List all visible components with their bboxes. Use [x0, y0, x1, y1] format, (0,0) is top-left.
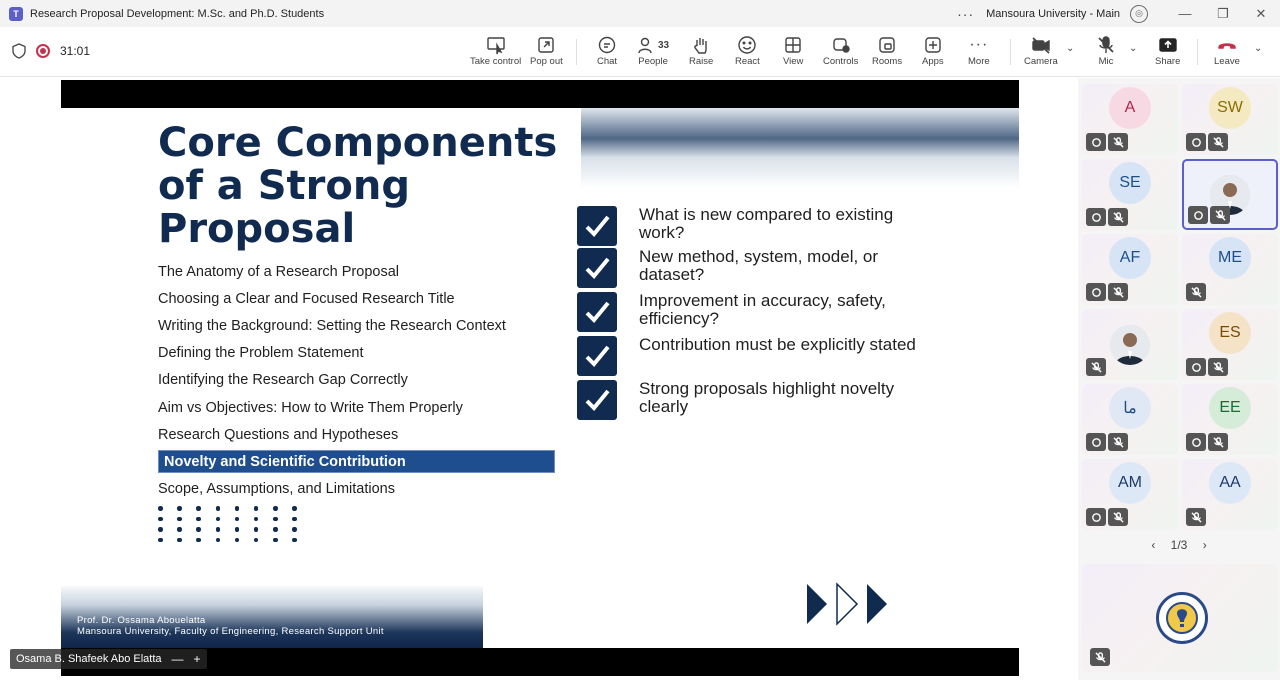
- mic-muted-icon: [1108, 433, 1128, 451]
- presenter-name-tag: [10, 649, 207, 669]
- mic-muted-icon: [1186, 508, 1206, 526]
- mic-muted-icon: [1090, 648, 1110, 666]
- participant-tile[interactable]: [1182, 309, 1278, 380]
- mic-chevron-down-icon[interactable]: ⌄: [1129, 43, 1138, 54]
- participant-tile[interactable]: [1182, 159, 1278, 230]
- participant-avatar: SW: [1209, 87, 1251, 129]
- people-icon: [637, 35, 657, 55]
- mic-muted-icon: [1108, 133, 1128, 151]
- participant-avatar: SE: [1109, 162, 1151, 204]
- chat-button[interactable]: Chat: [597, 34, 617, 72]
- participant-tile[interactable]: [1082, 84, 1178, 155]
- people-button[interactable]: 33 People: [637, 34, 669, 72]
- hand-raised-icon: [1086, 208, 1106, 226]
- participant-tile[interactable]: [1082, 234, 1178, 305]
- agenda-item: Identifying the Research Gap Correctly: [158, 372, 408, 389]
- checkbox-checked-icon: [577, 248, 617, 288]
- participant-avatar: A: [1109, 87, 1151, 129]
- hand-raised-icon: [1086, 133, 1106, 151]
- more-button[interactable]: ··· More: [968, 36, 990, 67]
- close-button[interactable]: ✕: [1255, 5, 1267, 21]
- shield-icon: [12, 43, 26, 59]
- chat-icon: [597, 35, 617, 55]
- participant-tile[interactable]: [1182, 234, 1278, 305]
- phone-hangup-icon: [1217, 35, 1237, 55]
- controls-icon: [831, 35, 851, 55]
- hand-raised-icon: [1086, 433, 1106, 451]
- raise-hand-icon: [691, 35, 711, 55]
- people-count: 33: [658, 39, 670, 51]
- react-icon: [737, 35, 757, 55]
- agenda-item: Writing the Background: Setting the Research Context: [158, 317, 506, 334]
- participant-avatar: ME: [1209, 237, 1251, 279]
- participant-avatar: AF: [1109, 237, 1151, 279]
- share-icon: [1158, 35, 1178, 55]
- window-title: Research Proposal Development: M.Sc. and Ph.D. Students: [30, 7, 325, 20]
- participant-avatar: AA: [1209, 462, 1251, 504]
- view-button[interactable]: View: [783, 34, 803, 72]
- presenter-tile[interactable]: [1082, 564, 1278, 672]
- decorative-arrows: [805, 582, 889, 626]
- more-icon: ···: [969, 36, 989, 53]
- agenda-item: Scope, Assumptions, and Limitations: [158, 480, 395, 497]
- agenda-item-active: Novelty and Scientific Contribution: [158, 450, 555, 473]
- apps-button[interactable]: Apps: [922, 34, 944, 72]
- participant-avatar: AM: [1109, 462, 1151, 504]
- arrow-right-icon: [865, 582, 889, 626]
- hand-raised-icon: [1186, 358, 1206, 376]
- decorative-dots: [158, 506, 312, 548]
- agenda-item: The Anatomy of a Research Proposal: [158, 263, 399, 280]
- title-bar: [0, 0, 1280, 27]
- apps-icon: [923, 35, 943, 55]
- agenda-item: Research Questions and Hypotheses: [158, 426, 399, 443]
- hand-raised-icon: [1186, 133, 1206, 151]
- hand-raised-icon: [1186, 433, 1206, 451]
- mic-off-icon: [1096, 35, 1116, 55]
- arrow-right-icon: [805, 582, 829, 626]
- participant-avatar: ما: [1109, 387, 1151, 429]
- more-options-icon[interactable]: ···: [957, 5, 975, 22]
- checkbox-checked-icon: [577, 336, 617, 376]
- chevron-right-icon[interactable]: ›: [1202, 538, 1207, 552]
- org-name: Mansoura University - Main: [986, 7, 1120, 20]
- checkbox-checked-icon: [577, 206, 617, 246]
- mic-muted-icon: [1108, 208, 1128, 226]
- view-icon: [783, 35, 803, 55]
- participant-gallery: [1078, 78, 1280, 680]
- participant-avatar: EE: [1209, 387, 1251, 429]
- zoom-in-icon[interactable]: +: [193, 652, 201, 666]
- toolbar-divider: [1010, 39, 1011, 65]
- mic-muted-icon: [1108, 283, 1128, 301]
- controls-button[interactable]: Controls: [823, 34, 858, 72]
- participant-tile[interactable]: [1182, 384, 1278, 455]
- toolbar-divider: [1197, 39, 1198, 65]
- slide-frame: [61, 80, 1019, 676]
- slide-footer-author: Prof. Dr. Ossama Abouelatta: [77, 615, 206, 626]
- share-button[interactable]: Share: [1155, 34, 1180, 72]
- participant-tile[interactable]: [1082, 309, 1178, 380]
- camera-chevron-down-icon[interactable]: ⌄: [1066, 43, 1075, 54]
- slide-footer-affiliation: Mansoura University, Faculty of Engineering, Research Support Unit: [77, 626, 384, 637]
- mic-muted-icon: [1208, 133, 1228, 151]
- participant-tile[interactable]: [1082, 384, 1178, 455]
- agenda-item: Choosing a Clear and Focused Research Title: [158, 290, 455, 307]
- meeting-timer: 31:01: [60, 44, 91, 58]
- agenda-item: Aim vs Objectives: How to Write Them Properly: [158, 399, 463, 416]
- minimize-button[interactable]: —: [1178, 6, 1192, 21]
- mic-muted-icon: [1108, 508, 1128, 526]
- chevron-left-icon[interactable]: ‹: [1151, 538, 1156, 552]
- hand-raised-icon: [1188, 206, 1208, 224]
- slide-footer: [77, 615, 384, 637]
- mic-muted-icon: [1086, 358, 1106, 376]
- take-control-icon: [486, 35, 506, 55]
- camera-button[interactable]: Camera: [1024, 34, 1058, 72]
- participant-photo: [1110, 325, 1150, 365]
- participant-avatar: ES: [1209, 312, 1251, 354]
- restore-button[interactable]: ❐: [1217, 5, 1229, 21]
- shared-content-stage: [0, 78, 1078, 680]
- presenter-name: Osama B. Shafeek Abo Elatta: [16, 653, 162, 665]
- university-logo-icon: [1156, 592, 1208, 644]
- pop-out-icon: [536, 35, 556, 55]
- mic-muted-icon: [1186, 283, 1206, 301]
- mic-button[interactable]: Mic: [1096, 34, 1116, 72]
- raise-hand-button[interactable]: Raise: [689, 34, 713, 72]
- participant-tile[interactable]: [1182, 84, 1278, 155]
- zoom-out-icon[interactable]: —: [171, 652, 184, 666]
- agenda-item: Defining the Problem Statement: [158, 345, 364, 362]
- take-control-button[interactable]: Take control: [470, 34, 521, 72]
- react-button[interactable]: React: [735, 34, 760, 72]
- participant-tile[interactable]: [1182, 459, 1278, 530]
- page-indicator: 1/3: [1170, 538, 1188, 552]
- slide-title: Core Components of a Strong Proposal: [158, 120, 558, 252]
- org-avatar-icon[interactable]: ◎: [1130, 5, 1148, 23]
- gallery-pager: [1078, 538, 1280, 552]
- toolbar-divider: [576, 39, 577, 65]
- slide-top-band: [581, 108, 1019, 188]
- slide: Core Components of a Strong Proposal The Anatomy of a Research Proposal Choosing a Clear and Focused Research Title Writing the Background: Setting the Research Context Defining the Problem Statement Identifying the Research Gap Correctly Aim vs Objectives: How to Write Them Properly Research Questions and Hypotheses Novelty and Scientific Contribution Scope, Assumptions, and Limitations What is new compared to existing work? New method, system, model, or dataset? Improvement in accuracy, safety, efficiency? Contribution must be explicitly stated Strong proposals highlight novelty clearly Prof. Dr. Ossama Abouelatta Mansoura University, Faculty of Engineering, Research Support Unit: [61, 108, 1019, 648]
- mic-muted-icon: [1208, 433, 1228, 451]
- participant-tile[interactable]: [1082, 459, 1178, 530]
- teams-icon: T: [9, 7, 23, 21]
- agenda-list: [158, 258, 558, 503]
- hand-raised-icon: [1086, 283, 1106, 301]
- participant-tile[interactable]: [1082, 159, 1178, 230]
- meeting-toolbar: [0, 27, 1280, 77]
- camera-off-icon: [1031, 35, 1051, 55]
- rooms-icon: [877, 35, 897, 55]
- leave-chevron-down-icon[interactable]: ⌄: [1254, 43, 1263, 54]
- pop-out-button[interactable]: Pop out: [530, 34, 563, 72]
- mic-muted-icon: [1208, 358, 1228, 376]
- rooms-button[interactable]: Rooms: [872, 34, 902, 72]
- leave-button[interactable]: Leave: [1214, 34, 1240, 72]
- arrow-right-outline-icon: [835, 582, 859, 626]
- mic-muted-icon: [1210, 206, 1230, 224]
- checkbox-checked-icon: [577, 292, 617, 332]
- checkbox-checked-icon: [577, 380, 617, 420]
- recording-icon: [36, 44, 50, 58]
- hand-raised-icon: [1086, 508, 1106, 526]
